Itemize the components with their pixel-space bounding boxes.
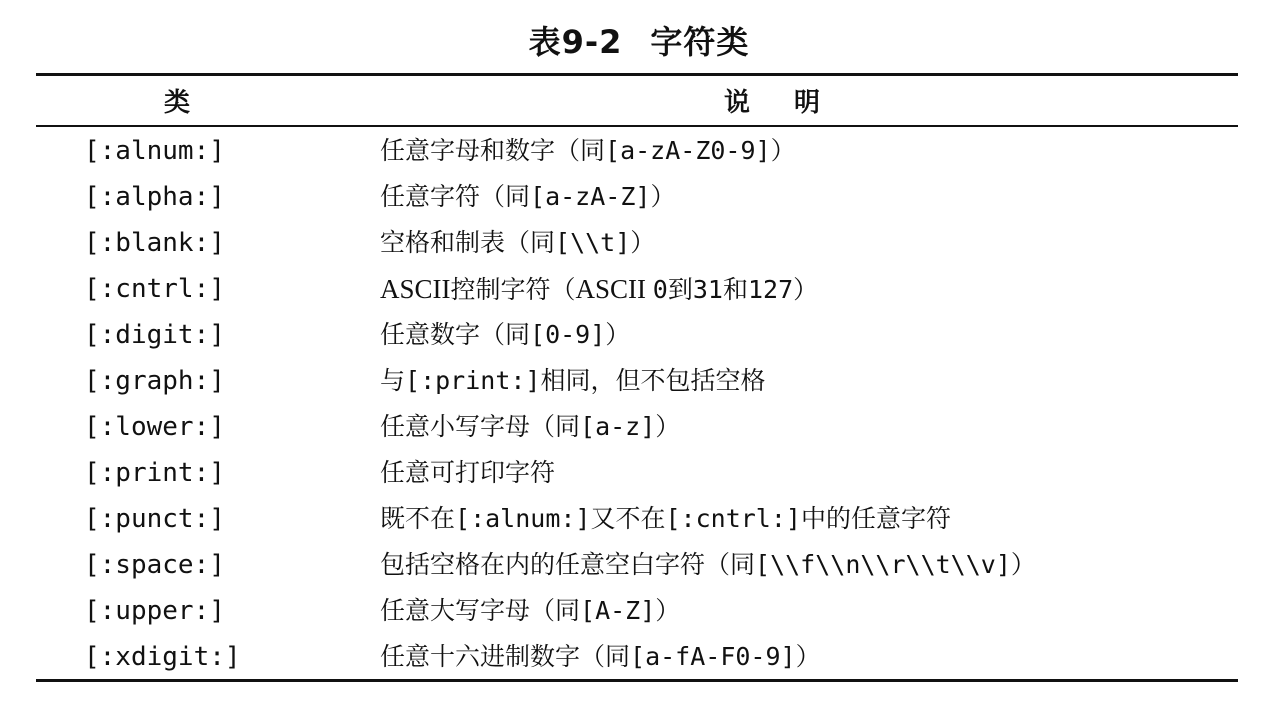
table-body [0, 128, 1278, 680]
table-row [0, 450, 1278, 496]
description-text: 任意字母和数字（同 [380, 136, 606, 165]
class-description [380, 496, 951, 542]
top-rule [36, 73, 1238, 76]
class-name: [:alpha:] [84, 182, 225, 212]
class-name: [:cntrl:] [84, 274, 225, 304]
table-caption [0, 22, 1278, 62]
code-fragment: [:cntrl:] [665, 504, 801, 533]
description-text: ） [605, 320, 631, 349]
class-name: [:space:] [84, 550, 225, 580]
class-description [380, 128, 796, 174]
table-row [0, 266, 1278, 312]
class-name: [:lower:] [84, 412, 225, 442]
class-name: [:punct:] [84, 504, 225, 534]
description-text: ） [795, 642, 821, 671]
header-class: 类 [164, 88, 191, 118]
table-row [0, 358, 1278, 404]
code-fragment: [a-fA-F0-9] [630, 642, 796, 671]
class-name: [:upper:] [84, 596, 225, 626]
class-name: [:blank:] [84, 228, 225, 258]
header-rule [36, 125, 1238, 127]
class-name: [:xdigit:] [84, 642, 241, 672]
description-text: 相同，但不包括空格 [540, 366, 766, 395]
code-fragment: [0-9] [530, 320, 606, 349]
code-fragment: [:print:] [405, 366, 541, 395]
description-text: 控制字符（ [450, 275, 576, 304]
description-text: ） [655, 596, 681, 625]
code-fragment: [A-Z] [580, 596, 656, 625]
table-row [0, 542, 1278, 588]
description-text: 任意小写字母（同 [380, 412, 581, 441]
table-title: 字符类 [650, 23, 750, 61]
table-row [0, 634, 1278, 680]
description-text: 和 [722, 275, 748, 304]
class-name: [:print:] [84, 458, 225, 488]
description-text: 与 [380, 366, 406, 395]
description-text: 任意十六进制数字（同 [380, 642, 631, 671]
description-text: 任意字符（同 [380, 182, 531, 211]
code-fragment: [a-zA-Z0-9] [605, 136, 771, 165]
class-description [380, 542, 1036, 588]
description-text: 包括空格在内的任意空白字符（同 [380, 550, 756, 579]
code-fragment: [\\f\\n\\r\\t\\v] [755, 550, 1011, 579]
code-fragment: 127 [748, 275, 794, 304]
description-text: 任意数字（同 [380, 320, 531, 349]
class-description [380, 634, 821, 680]
bottom-rule [36, 679, 1238, 682]
description-text: 中的任意字符 [800, 504, 951, 533]
code-fragment: [:alnum:] [455, 504, 591, 533]
code-fragment: [a-zA-Z] [530, 182, 651, 211]
class-name: [:alnum:] [84, 136, 225, 166]
table-row [0, 496, 1278, 542]
description-text: 任意可打印字符 [380, 458, 556, 487]
description-text: ASCII [380, 274, 451, 304]
description-text: ） [793, 275, 819, 304]
header-description: 说明 [724, 88, 865, 118]
class-description [380, 220, 655, 266]
table-number: 表9-2 [528, 23, 623, 61]
description-text: ） [630, 228, 656, 257]
description-text: ASCII [575, 274, 653, 304]
description-text: 任意大写字母（同 [380, 596, 581, 625]
class-description [380, 404, 680, 450]
description-text: ） [1010, 550, 1036, 579]
class-name: [:digit:] [84, 320, 225, 350]
class-name: [:graph:] [84, 366, 225, 396]
description-text: 空格和制表（同 [380, 228, 556, 257]
table-row [0, 174, 1278, 220]
table-row [0, 220, 1278, 266]
table-row [0, 588, 1278, 634]
description-text: 到 [667, 275, 693, 304]
description-text: ） [650, 182, 676, 211]
description-text: ） [655, 412, 681, 441]
class-description [380, 450, 555, 496]
class-description [380, 312, 630, 358]
code-fragment: 31 [692, 275, 723, 304]
class-description [380, 174, 675, 220]
code-fragment: [a-z] [580, 412, 656, 441]
table-row [0, 404, 1278, 450]
table-row [0, 312, 1278, 358]
class-description [380, 266, 818, 312]
description-text: 既不在 [380, 504, 456, 533]
code-fragment: [\\t] [555, 228, 631, 257]
class-description [380, 358, 766, 404]
description-text: ） [770, 136, 796, 165]
description-text: 又不在 [590, 504, 666, 533]
code-fragment: 0 [652, 275, 668, 304]
table-row [0, 128, 1278, 174]
class-description [380, 588, 680, 634]
